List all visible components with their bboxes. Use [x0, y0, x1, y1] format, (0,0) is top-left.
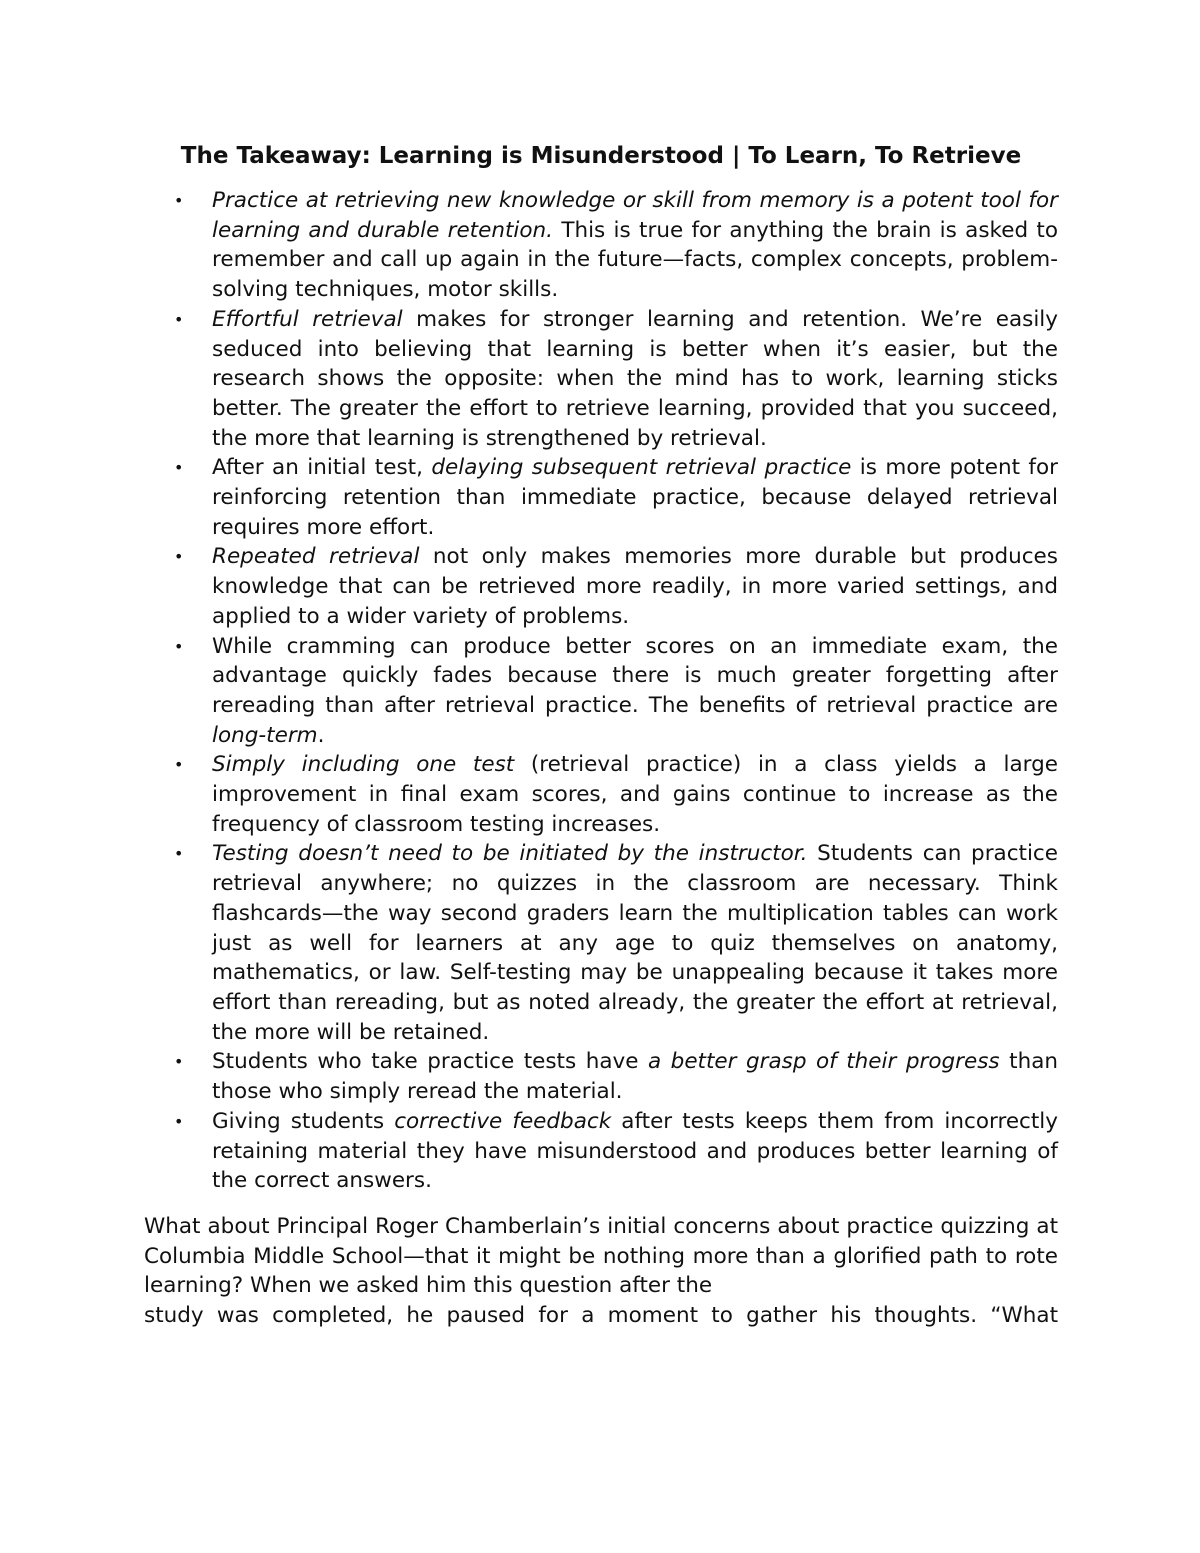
emphasis-text: Effortful retrieval: [212, 306, 403, 332]
bullet-icon: •: [174, 458, 184, 478]
body-text: (retrieval practice) in a class yields a large improvement in final exam scores, and gains continue to increase as the frequency of classroom testing increases.: [212, 752, 1059, 837]
takeaway-list: [144, 186, 1058, 1196]
document-title: The Takeaway: Learning is Misunderstood | To Learn, To Retrieve: [180, 143, 1022, 169]
paragraph-last-line: study was completed, he paused for a moment to gather his thoughts. “What: [144, 1303, 1058, 1329]
body-text: than those who simply reread the material.: [212, 1049, 1058, 1105]
body-text: This is true for anything the brain is asked to remember and call up again in the future—facts, complex concepts, problem-solving techniques, motor skills.: [212, 217, 1059, 303]
body-text: Students can practice retrieval anywhere; no quizzes in the classroom are necessary. Think flashcards—the way second graders learn the multiplication tables can work just as well for learners at any age to quiz themselves on anatomy, mathematics, or law. Self-testing may be unappealing because it takes more effort than rereading, but as noted already, the greater the effort at retrieval, the more will be retained.: [212, 841, 1058, 1045]
emphasis-text: a better grasp of their progress: [647, 1049, 1000, 1075]
list-item: [144, 186, 1058, 305]
emphasis-text: Practice at retrieving new knowledge or skill from memory is a potent tool for learning and durable retention.: [212, 188, 1058, 243]
list-item: [144, 453, 1058, 542]
list-item: [144, 305, 1058, 454]
emphasis-text: Testing doesn’t need to be initiated by the instructor.: [212, 841, 808, 867]
list-item: [144, 1107, 1058, 1196]
document-page: [144, 138, 1058, 1331]
list-item: [144, 632, 1058, 751]
bullet-icon: •: [174, 1052, 184, 1072]
bullet-icon: •: [174, 191, 184, 210]
body-text: While cramming can produce better scores on an immediate exam, the advantage quickly fades because there is much greater forgetting after rereading than after retrieval practice. The benefits of retrieval practice are: [212, 633, 1058, 718]
body-text: not only makes memories more durable but produces knowledge that can be retrieved more readily, in more varied settings, and applied to a wider variety of problems.: [212, 544, 1058, 629]
list-item: [144, 839, 1058, 1047]
body-text: After an initial test,: [212, 455, 432, 481]
body-text: .: [317, 722, 325, 748]
emphasis-text: Simply including one test: [212, 752, 515, 778]
body-text: is more potent for reinforcing retention than immediate practice, because delayed retrieval requires more effort.: [212, 455, 1058, 540]
body-text: Giving students: [212, 1108, 395, 1134]
list-item: [144, 750, 1058, 839]
paragraph-text: What about Principal Roger Chamberlain’s initial concerns about practice quizzing at Columbia Middle School—that it might be nothing more than a glorified path to rote learning? When we asked him this question after the: [144, 1213, 1058, 1299]
emphasis-text: long-term: [212, 722, 318, 748]
emphasis-text: corrective feedback: [394, 1108, 612, 1134]
body-paragraph: [144, 1212, 1058, 1331]
bullet-icon: •: [174, 636, 184, 656]
emphasis-text: Repeated retrieval: [212, 544, 420, 570]
bullet-icon: •: [174, 755, 184, 775]
body-text: makes for stronger learning and retention. We’re easily seduced into believing that learning is better when it’s easier, but the research shows the opposite: when the mind has to work, learning sticks better. The greater the effort to retrieve learning, provided that you succeed, the more that learning is strengthened by retrieval.: [212, 306, 1059, 451]
bullet-icon: •: [174, 844, 184, 864]
bullet-icon: •: [174, 1111, 184, 1131]
list-item: [144, 1047, 1058, 1106]
list-item: [144, 542, 1058, 631]
emphasis-text: delaying subsequent retrieval practice: [431, 455, 852, 481]
bullet-icon: •: [174, 547, 184, 567]
body-text: after tests keeps them from incorrectly retaining material they have misunderstood and produces better learning of the correct answers.: [212, 1108, 1058, 1194]
body-text: Students who take practice tests have: [212, 1049, 648, 1075]
bullet-icon: •: [174, 309, 184, 329]
